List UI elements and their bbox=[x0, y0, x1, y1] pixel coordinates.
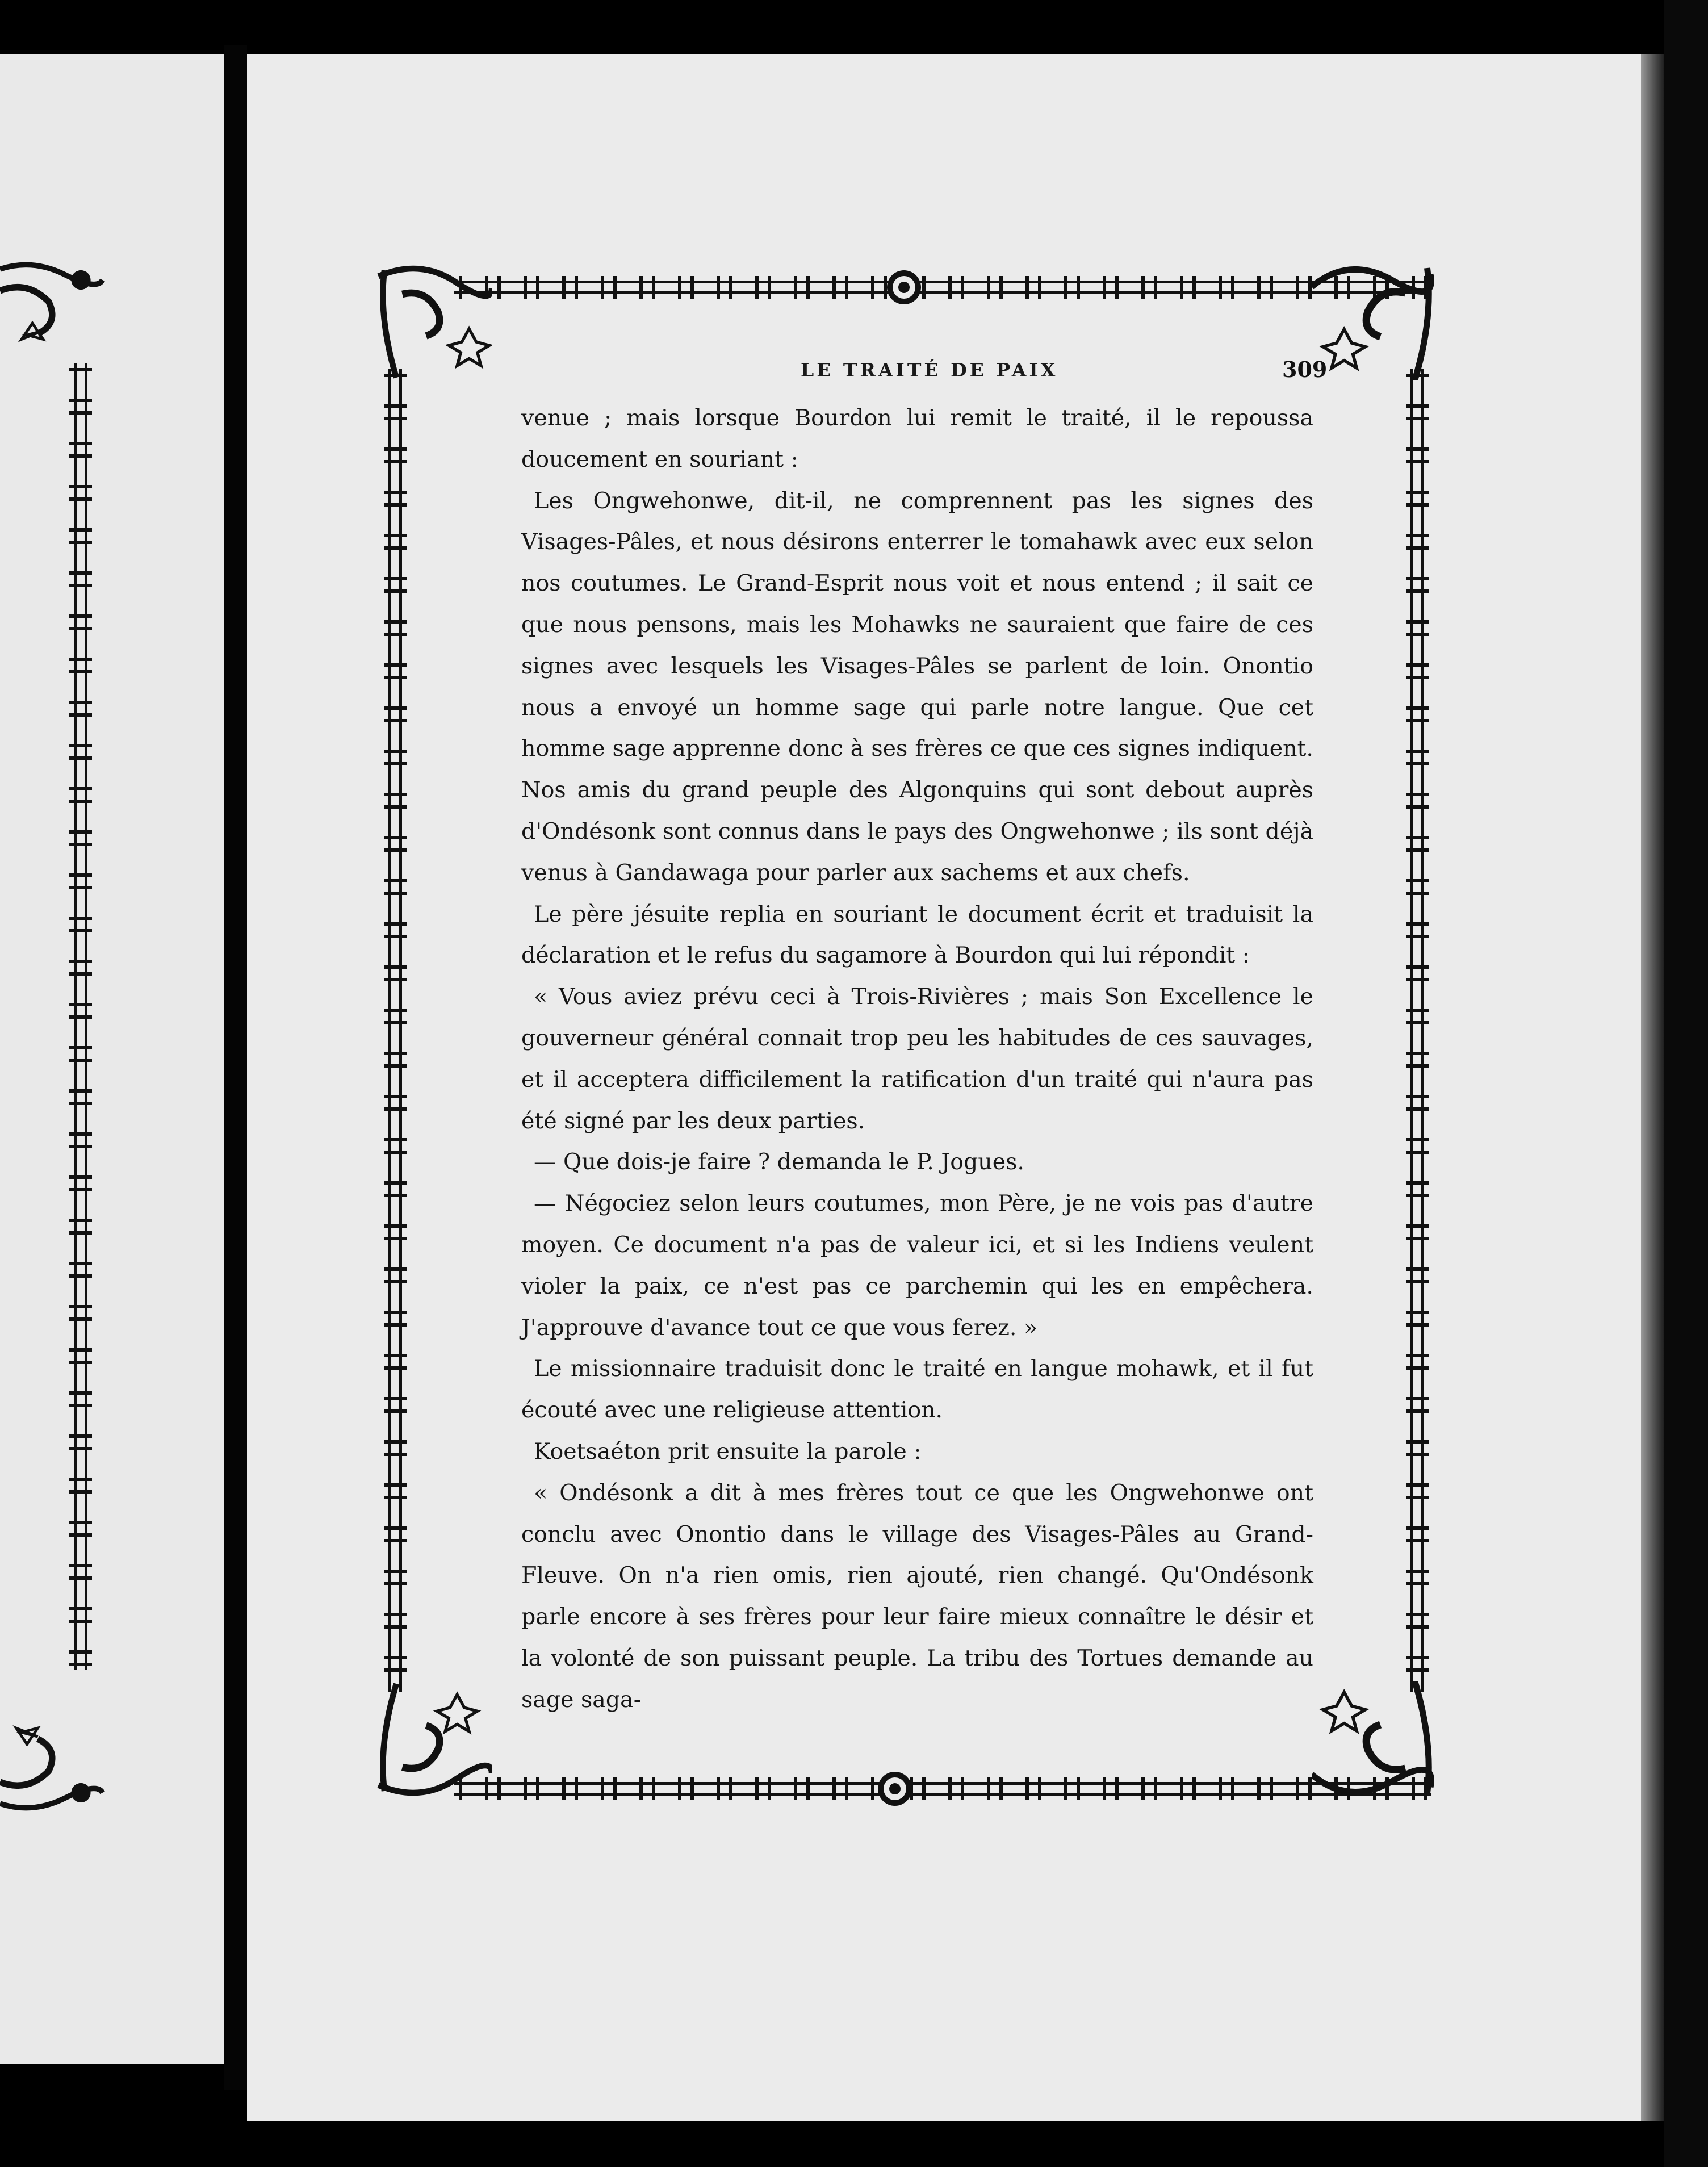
page-number: 309 bbox=[1282, 357, 1328, 382]
page-edge bbox=[1641, 54, 1664, 2121]
scan-margin bbox=[1664, 0, 1708, 2167]
paragraph: Les Ongwehonwe, dit-il, ne comprennent pas les signes des Visages-Pâles, et nous désirons enterrer le tomahawk avec eux selon nos coutumes. Le Grand-Esprit nous voit et nous entend ; il sait ce que nous pensons, mais les Mohawks ne sauraient que faire de ces signes avec lesquels les Visages-Pâles se parlent de loin. Onontio nous a envoyé un homme sage qui parle notre langue. Que cet homme sage apprenne donc à ses frères ce que ces signes indiquent. Nos amis du grand peuple des Algonquins qui sont debout auprès d'Ondésonk sont connus dans le pays des Ongwehonwe ; ils sont déjà venus à Gandawaga pour parler aux sachems et aux chefs. bbox=[521, 487, 1313, 886]
chain-border-top bbox=[454, 276, 1431, 299]
book-gutter bbox=[224, 45, 247, 2090]
facing-chain-border bbox=[69, 363, 92, 1670]
chain-border-right bbox=[1406, 369, 1429, 1692]
paragraph: — Négociez selon leurs coutumes, mon Père, je ne vois pas d'autre moyen. Ce document n'a pas de valeur ici, et si les Indiens veulent violer la paix, ce n'est pas ce parchemin qui les en empêchera. J'approuve d'avance tout ce que vous ferez. » bbox=[521, 1190, 1313, 1341]
floral-corner-top-right-icon bbox=[1312, 256, 1437, 380]
chain-border-bottom bbox=[454, 1777, 1431, 1800]
running-head: LE TRAITÉ DE PAIX bbox=[801, 359, 1058, 381]
paragraph: Le père jésuite replia en souriant le document écrit et traduisit la déclaration et le refus du sagamore à Bourdon qui lui répondit : bbox=[521, 901, 1313, 969]
floral-corner-top-left-icon bbox=[372, 256, 492, 380]
body-text bbox=[521, 398, 1313, 1721]
floral-corner-bottom-right-icon bbox=[1312, 1681, 1437, 1806]
paragraph: « Ondésonk a dit à mes frères tout ce que les Ongwehonwe ont conclu avec Onontio dans le village des Visages-Pâles au Grand-Fleuve. On n'a rien omis, rien ajouté, rien changé. Qu'Ondésonk parle encore à ses frères pour leur faire mieux connaître le désir et la volonté de son puissant peuple. La tribu des Tortues demande au sage saga- bbox=[521, 1479, 1313, 1713]
paragraph: Le missionnaire traduisit donc le traité en langue mohawk, et il fut écouté avec une religieuse attention. bbox=[521, 1356, 1313, 1424]
facing-corner-top-icon bbox=[0, 250, 108, 375]
floral-corner-bottom-left-icon bbox=[372, 1681, 492, 1806]
rosette-bottom-icon bbox=[874, 1768, 915, 1809]
rosette-top-icon bbox=[884, 267, 924, 308]
paragraph: Koetsaéton prit ensuite la parole : bbox=[534, 1438, 922, 1465]
chain-border-left bbox=[384, 369, 407, 1692]
facing-corner-bottom-icon bbox=[0, 1698, 108, 1823]
paragraph: — Que dois-je faire ? demanda le P. Jogues. bbox=[534, 1149, 1024, 1175]
paragraph: venue ; mais lorsque Bourdon lui remit le traité, il le repoussa doucement en souriant : bbox=[521, 405, 1313, 472]
paragraph: « Vous aviez prévu ceci à Trois-Rivières ; mais Son Excellence le gouverneur général connait trop peu les habitudes de ces sauvages, et il acceptera difficilement la ratification d'un traité qui n'aura pas été signé par les deux parties. bbox=[521, 984, 1313, 1134]
